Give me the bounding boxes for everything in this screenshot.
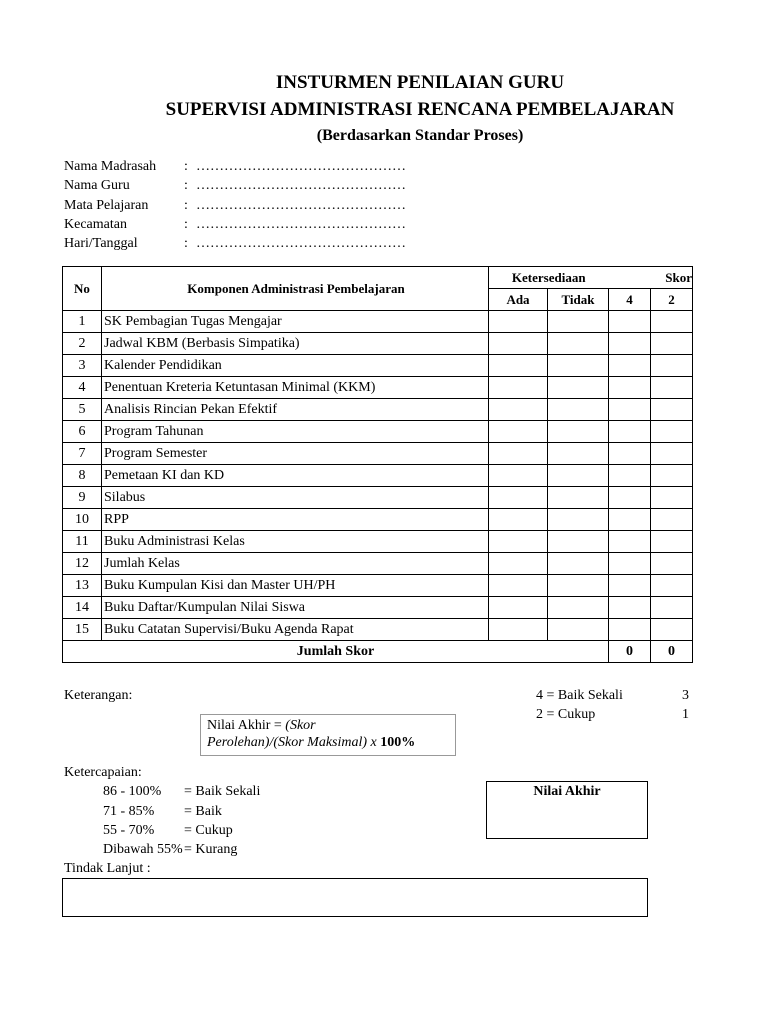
cell-tidak[interactable] xyxy=(548,509,609,531)
table-row xyxy=(63,531,693,553)
row-no: 7 xyxy=(63,443,102,465)
cell-tidak[interactable] xyxy=(548,311,609,333)
cell-skor-2[interactable] xyxy=(651,531,693,553)
cell-skor-4[interactable] xyxy=(609,311,651,333)
cell-ada[interactable] xyxy=(489,553,548,575)
header-skor-4: 4 xyxy=(609,289,651,311)
table-row xyxy=(63,597,693,619)
formula-skor: (Skor xyxy=(285,718,316,733)
identity-label: Nama Madrasah xyxy=(64,159,157,174)
row-komponen: Kalender Pendidikan xyxy=(102,355,489,377)
identity-label: Nama Guru xyxy=(64,178,130,193)
cell-skor-2[interactable] xyxy=(651,465,693,487)
ketercapaian-desc: = Baik Sekali xyxy=(184,784,261,799)
identity-colon: : xyxy=(184,178,188,193)
cell-tidak[interactable] xyxy=(548,619,609,641)
cell-skor-4[interactable] xyxy=(609,597,651,619)
cell-skor-4[interactable] xyxy=(609,619,651,641)
cell-skor-2[interactable] xyxy=(651,619,693,641)
identity-colon: : xyxy=(184,217,188,232)
ketercapaian-desc: = Baik xyxy=(184,804,222,819)
identity-colon: : xyxy=(184,236,188,251)
cell-ada[interactable] xyxy=(489,487,548,509)
row-no: 6 xyxy=(63,421,102,443)
formula-box xyxy=(200,714,456,756)
header-tidak: Tidak xyxy=(548,289,609,311)
identity-row-tanggal xyxy=(64,236,406,252)
cell-skor-4[interactable] xyxy=(609,333,651,355)
formula-percent: 100% xyxy=(380,735,416,750)
identity-row-madrasah xyxy=(64,159,406,175)
row-no: 14 xyxy=(63,597,102,619)
row-no: 2 xyxy=(63,333,102,355)
formula-prefix: Nilai Akhir = xyxy=(207,718,286,733)
cell-ada[interactable] xyxy=(489,619,548,641)
cell-ada[interactable] xyxy=(489,377,548,399)
row-komponen: Pemetaan KI dan KD xyxy=(102,465,489,487)
cell-skor-2[interactable] xyxy=(651,421,693,443)
cell-ada[interactable] xyxy=(489,597,548,619)
cell-skor-2[interactable] xyxy=(651,509,693,531)
cell-ada[interactable] xyxy=(489,355,548,377)
cell-skor-4[interactable] xyxy=(609,553,651,575)
ketercapaian-range: Dibawah 55% xyxy=(103,842,183,857)
cell-skor-2[interactable] xyxy=(651,333,693,355)
cell-tidak[interactable] xyxy=(548,531,609,553)
identity-value: ……………………………………… xyxy=(196,159,406,174)
identity-colon: : xyxy=(184,159,188,174)
row-no: 12 xyxy=(63,553,102,575)
identity-row-guru xyxy=(64,178,406,194)
row-komponen: Silabus xyxy=(102,487,489,509)
header-skor-2: 2 xyxy=(651,289,693,311)
header-skor: Skor xyxy=(609,267,693,289)
tindak-lanjut-field[interactable] xyxy=(62,878,648,917)
cell-skor-2[interactable] xyxy=(651,553,693,575)
legend-cukup: 2 = Cukup xyxy=(536,707,596,722)
cell-ada[interactable] xyxy=(489,333,548,355)
cell-skor-4[interactable] xyxy=(609,399,651,421)
legend-baik-sekali: 4 = Baik Sekali xyxy=(536,688,623,703)
row-komponen: Analisis Rincian Pekan Efektif xyxy=(102,399,489,421)
table-row xyxy=(63,377,693,399)
cell-ada[interactable] xyxy=(489,443,548,465)
table-row xyxy=(63,509,693,531)
identity-value: ……………………………………… xyxy=(196,198,406,213)
cell-tidak[interactable] xyxy=(548,333,609,355)
title-line-3: (Berdasarkan Standar Proses) xyxy=(316,127,524,144)
identity-row-kecamatan xyxy=(64,217,406,233)
header-komponen: Komponen Administrasi Pembelajaran xyxy=(102,267,489,311)
cell-tidak[interactable] xyxy=(548,487,609,509)
total-skor-4: 0 xyxy=(609,641,651,663)
row-no: 5 xyxy=(63,399,102,421)
keterangan-label: Keterangan: xyxy=(64,688,133,703)
cell-tidak[interactable] xyxy=(548,421,609,443)
cell-ada[interactable] xyxy=(489,421,548,443)
title-line-2: SUPERVISI ADMINISTRASI RENCANA PEMBELAJARAN xyxy=(165,99,675,120)
table-row xyxy=(63,465,693,487)
formula-perolehan: Perolehan)/(Skor Maksimal) x xyxy=(207,735,381,750)
cell-tidak[interactable] xyxy=(548,575,609,597)
total-label: Jumlah Skor xyxy=(63,641,609,663)
cell-tidak[interactable] xyxy=(548,399,609,421)
cell-tidak[interactable] xyxy=(548,377,609,399)
cell-ada[interactable] xyxy=(489,531,548,553)
cell-skor-2[interactable] xyxy=(651,355,693,377)
cell-skor-2[interactable] xyxy=(651,311,693,333)
cell-skor-4[interactable] xyxy=(609,509,651,531)
ketercapaian-desc: = Cukup xyxy=(184,823,233,838)
row-komponen: SK Pembagian Tugas Mengajar xyxy=(102,311,489,333)
cell-skor-4[interactable] xyxy=(609,465,651,487)
identity-label: Kecamatan xyxy=(64,217,127,232)
header-ketersediaan: Ketersediaan xyxy=(489,267,609,289)
nilai-akhir-label: Nilai Akhir xyxy=(533,784,601,799)
title-line-1: INSTURMEN PENILAIAN GURU xyxy=(275,72,565,93)
row-komponen: Program Semester xyxy=(102,443,489,465)
row-komponen: Penentuan Kreteria Ketuntasan Minimal (KKM) xyxy=(102,377,489,399)
table-row xyxy=(63,575,693,597)
header-ada: Ada xyxy=(489,289,548,311)
row-komponen: RPP xyxy=(102,509,489,531)
identity-value: ……………………………………… xyxy=(196,217,406,232)
row-no: 15 xyxy=(63,619,102,641)
cell-skor-2[interactable] xyxy=(651,487,693,509)
legend-right-1: 1 xyxy=(682,707,689,722)
cell-skor-4[interactable] xyxy=(609,575,651,597)
cell-skor-4[interactable] xyxy=(609,377,651,399)
identity-label: Hari/Tanggal xyxy=(64,236,138,251)
ketercapaian-desc: = Kurang xyxy=(184,842,238,857)
ketercapaian-range: 71 - 85% xyxy=(103,804,155,819)
table-row xyxy=(63,553,693,575)
ketercapaian-range: 86 - 100% xyxy=(103,784,162,799)
table-row xyxy=(63,443,693,465)
table-row xyxy=(63,333,693,355)
identity-value: ……………………………………… xyxy=(196,178,406,193)
table-row xyxy=(63,399,693,421)
row-komponen: Buku Catatan Supervisi/Buku Agenda Rapat xyxy=(102,619,489,641)
row-komponen: Jumlah Kelas xyxy=(102,553,489,575)
cell-skor-2[interactable] xyxy=(651,377,693,399)
row-no: 10 xyxy=(63,509,102,531)
total-skor-2: 0 xyxy=(651,641,693,663)
cell-skor-2[interactable] xyxy=(651,399,693,421)
cell-ada[interactable] xyxy=(489,509,548,531)
row-no: 11 xyxy=(63,531,102,553)
identity-value: ……………………………………… xyxy=(196,236,406,251)
table-row xyxy=(63,355,693,377)
formula-line-1 xyxy=(207,717,449,734)
table-row xyxy=(63,619,693,641)
row-no: 3 xyxy=(63,355,102,377)
assessment-table xyxy=(62,266,693,663)
cell-ada[interactable] xyxy=(489,311,548,333)
ketercapaian-label: Ketercapaian: xyxy=(64,765,142,780)
table-row xyxy=(63,421,693,443)
identity-row-mapel xyxy=(64,198,406,214)
cell-ada[interactable] xyxy=(489,399,548,421)
cell-tidak[interactable] xyxy=(548,553,609,575)
cell-skor-4[interactable] xyxy=(609,421,651,443)
row-komponen: Program Tahunan xyxy=(102,421,489,443)
cell-ada[interactable] xyxy=(489,575,548,597)
formula-line-2 xyxy=(207,734,449,751)
legend-right-3: 3 xyxy=(682,688,689,703)
cell-skor-4[interactable] xyxy=(609,443,651,465)
tindak-lanjut-label: Tindak Lanjut : xyxy=(64,861,151,876)
cell-skor-2[interactable] xyxy=(651,575,693,597)
row-komponen: Buku Administrasi Kelas xyxy=(102,531,489,553)
cell-tidak[interactable] xyxy=(548,465,609,487)
cell-tidak[interactable] xyxy=(548,355,609,377)
cell-skor-4[interactable] xyxy=(609,487,651,509)
identity-colon: : xyxy=(184,198,188,213)
table-row xyxy=(63,311,693,333)
cell-skor-2[interactable] xyxy=(651,443,693,465)
ketercapaian-range: 55 - 70% xyxy=(103,823,155,838)
cell-skor-4[interactable] xyxy=(609,531,651,553)
cell-skor-4[interactable] xyxy=(609,355,651,377)
identity-label: Mata Pelajaran xyxy=(64,198,149,213)
row-no: 13 xyxy=(63,575,102,597)
row-no: 1 xyxy=(63,311,102,333)
header-no: No xyxy=(63,267,102,311)
row-komponen: Jadwal KBM (Berbasis Simpatika) xyxy=(102,333,489,355)
cell-skor-2[interactable] xyxy=(651,597,693,619)
cell-tidak[interactable] xyxy=(548,443,609,465)
table-row xyxy=(63,487,693,509)
cell-ada[interactable] xyxy=(489,465,548,487)
row-no: 9 xyxy=(63,487,102,509)
row-no: 4 xyxy=(63,377,102,399)
cell-tidak[interactable] xyxy=(548,597,609,619)
nilai-akhir-box[interactable] xyxy=(486,781,648,839)
row-komponen: Buku Daftar/Kumpulan Nilai Siswa xyxy=(102,597,489,619)
row-no: 8 xyxy=(63,465,102,487)
row-komponen: Buku Kumpulan Kisi dan Master UH/PH xyxy=(102,575,489,597)
